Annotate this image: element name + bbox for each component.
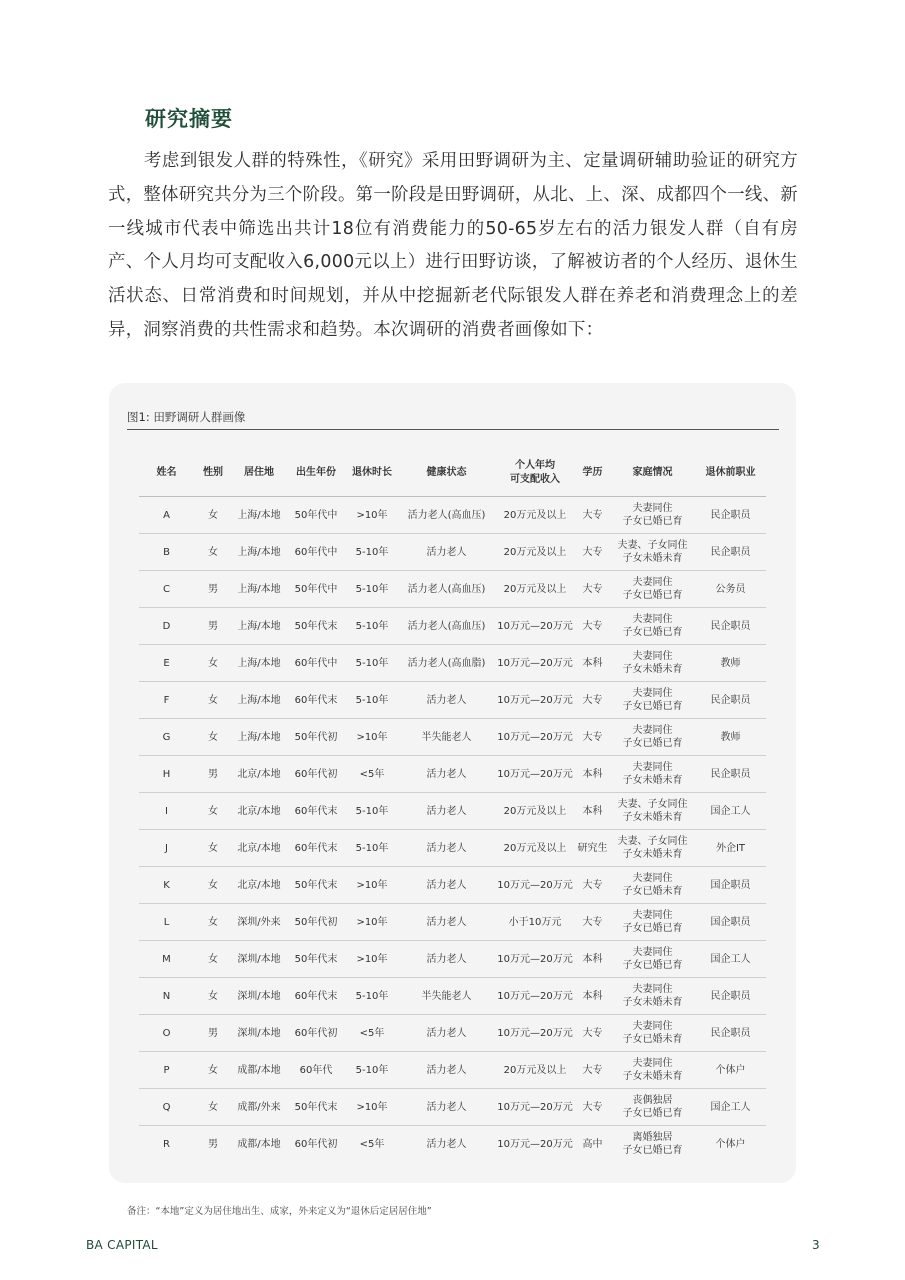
table-row <box>139 1052 766 1089</box>
table-cell: 活力老人(高血压) <box>398 497 495 534</box>
figure-divider <box>127 429 779 430</box>
table-cell: 50年代初 <box>286 904 346 941</box>
table-row <box>139 793 766 830</box>
table-cell: B <box>139 534 194 571</box>
table-cell: 男 <box>208 1138 218 1150</box>
table-cell: G <box>139 719 194 756</box>
table-cell: 北京/本地 <box>232 867 286 904</box>
table-cell: 10万元—20万元 <box>495 941 575 978</box>
table-cell: 活力老人 <box>398 1089 495 1126</box>
table-cell: 夫妻同住 子女已婚已育 <box>610 682 695 719</box>
table-cell: 夫妻同住 子女未婚未育 <box>610 645 695 682</box>
table-row <box>139 1089 766 1126</box>
table-cell: 本科 <box>575 756 610 793</box>
table-cell: 民企职员 <box>695 682 766 719</box>
table-cell: 本科 <box>575 978 610 1015</box>
table-cell: 半失能老人 <box>398 978 495 1015</box>
table-cell: 外企IT <box>695 830 766 867</box>
table-cell: 60年代 <box>286 1052 346 1089</box>
table-cell: 夫妻同住 子女已婚已育 <box>610 571 695 608</box>
table-cell: 60年代末 <box>286 682 346 719</box>
table-cell: 大专 <box>575 571 610 608</box>
table-cell: 10万元—20万元 <box>495 645 575 682</box>
table-cell: 国企工人 <box>695 793 766 830</box>
table-row <box>139 904 766 941</box>
column-header: 性别 <box>194 450 232 497</box>
table-cell: H <box>139 756 194 793</box>
table-cell: 10万元—20万元 <box>495 1015 575 1052</box>
table-cell: 教师 <box>695 719 766 756</box>
table-cell: 上海/本地 <box>232 608 286 645</box>
table-cell: 5-10年 <box>346 830 398 867</box>
table-cell: 民企职员 <box>695 497 766 534</box>
table-cell: 女 <box>194 941 232 978</box>
table-cell: N <box>139 978 194 1015</box>
table-cell: R <box>163 1138 170 1150</box>
table-cell: 活力老人 <box>398 756 495 793</box>
table-cell: 20万元及以上 <box>495 1052 575 1089</box>
table-cell: 10万元—20万元 <box>495 682 575 719</box>
table-cell: 10万元—20万元 <box>495 867 575 904</box>
table-cell: 上海/本地 <box>232 534 286 571</box>
table-cell: 女 <box>194 682 232 719</box>
table-cell: 上海/本地 <box>232 497 286 534</box>
table-cell: 大专 <box>575 904 610 941</box>
table-row <box>139 978 766 1015</box>
table-cell: 离婚独居 子女已婚已育 <box>622 1132 683 1156</box>
table-cell: E <box>139 645 194 682</box>
table-cell: 10万元—20万元 <box>495 719 575 756</box>
table-cell: D <box>139 608 194 645</box>
table-cell: Q <box>139 1089 194 1126</box>
table-cell: 成都/本地 <box>237 1138 281 1150</box>
table-cell: 丧偶独居 子女已婚已育 <box>610 1089 695 1126</box>
footnote: 备注：“本地”定义为居住地出生、成家，外来定义为“退休后定居居住地” <box>127 1206 432 1217</box>
table-cell: 半失能老人 <box>398 719 495 756</box>
table-cell: 夫妻同住 子女已婚已育 <box>610 904 695 941</box>
figure-caption: 图1: 田野调研人群画像 <box>127 410 246 424</box>
column-header: 出生年份 <box>286 450 346 497</box>
table-cell: A <box>139 497 194 534</box>
table-cell: 夫妻同住 子女未婚未育 <box>610 978 695 1015</box>
table-cell: 夫妻、子女同住 子女未婚未育 <box>610 534 695 571</box>
table-cell: 大专 <box>575 497 610 534</box>
table-cell: 活力老人(高血压) <box>398 571 495 608</box>
table-cell: 北京/本地 <box>232 793 286 830</box>
table-cell: 5-10年 <box>346 1052 398 1089</box>
table-cell: 男 <box>194 756 232 793</box>
table-cell: 女 <box>194 719 232 756</box>
table-row <box>139 497 766 534</box>
table-cell: 大专 <box>575 719 610 756</box>
table-cell: 活力老人 <box>398 793 495 830</box>
table-cell: 60年代末 <box>286 793 346 830</box>
table-row <box>139 645 766 682</box>
table-cell: I <box>139 793 194 830</box>
table-cell: 上海/本地 <box>232 571 286 608</box>
body-paragraph: 考虑到银发人群的特殊性，《研究》采用田野调研为主、定量调研辅助验证的研究方式，整体研究共分为三个阶段。第一阶段是田野调研，从北、上、深、成都四个一线、新一线城市代表中筛选出共计18位有消费能力的50-65岁左右的活力银发人群（自有房产、个人月均可支配收入6,000元以上）进行田野访谈，了解被访者的个人经历、退休生活状态、日常消费和时间规划，并从中挖掘新老代际银发人群在养老和消费理念上的差异，洞察消费的共性需求和趋势。本次调研的消费者画像如下： <box>108 151 798 340</box>
table-cell: 50年代末 <box>286 941 346 978</box>
table-cell: >10年 <box>346 1089 398 1126</box>
table-cell: 活力老人 <box>398 1052 495 1089</box>
table-body <box>139 497 766 1163</box>
respondent-table <box>139 450 766 1162</box>
column-header: 健康状态 <box>398 450 495 497</box>
table-cell: <5年 <box>359 1138 385 1150</box>
table-cell: 夫妻同住 子女已婚已育 <box>610 608 695 645</box>
table-cell: F <box>139 682 194 719</box>
table-cell: 国企职员 <box>695 904 766 941</box>
table-cell: <5年 <box>346 1015 398 1052</box>
section-title: 研究摘要 <box>145 107 233 131</box>
table-cell: 上海/本地 <box>232 682 286 719</box>
table-cell: 高中 <box>582 1138 603 1150</box>
table-cell: 深圳/本地 <box>232 1015 286 1052</box>
table-cell: 大专 <box>575 1015 610 1052</box>
table-cell: K <box>139 867 194 904</box>
table-cell: 大专 <box>575 1052 610 1089</box>
column-header: 退休前职业 <box>695 450 766 497</box>
table-cell: 活力老人 <box>398 534 495 571</box>
footer-brand: BA CAPITAL <box>86 1238 158 1252</box>
table-cell: 男 <box>194 571 232 608</box>
table-cell: >10年 <box>346 867 398 904</box>
table-cell: 成都/本地 <box>232 1052 286 1089</box>
table-cell: 60年代末 <box>286 830 346 867</box>
page-number: 3 <box>812 1238 820 1252</box>
table-cell: 夫妻同住 子女未婚未育 <box>610 756 695 793</box>
table-cell: 50年代末 <box>286 1089 346 1126</box>
table-row <box>139 1126 766 1163</box>
table-cell: 5-10年 <box>346 682 398 719</box>
table-cell: 50年代初 <box>286 719 346 756</box>
column-header: 学历 <box>575 450 610 497</box>
table-cell: 民企职员 <box>695 608 766 645</box>
table-cell: O <box>139 1015 194 1052</box>
table-cell: M <box>139 941 194 978</box>
column-header: 个人年均 可支配收入 <box>495 450 575 497</box>
table-row <box>139 682 766 719</box>
table-cell: >10年 <box>346 497 398 534</box>
table-row <box>139 571 766 608</box>
table-cell: 个体户 <box>695 1052 766 1089</box>
table-cell: 国企工人 <box>695 941 766 978</box>
table-cell: 公务员 <box>695 571 766 608</box>
table-cell: 活力老人 <box>398 830 495 867</box>
table-cell: 北京/本地 <box>232 756 286 793</box>
column-header: 居住地 <box>232 450 286 497</box>
table-cell: 国企工人 <box>695 1089 766 1126</box>
table-cell: 5-10年 <box>346 571 398 608</box>
table-cell: 5-10年 <box>346 534 398 571</box>
table-cell: 男 <box>194 1015 232 1052</box>
column-header: 姓名 <box>139 450 194 497</box>
table-header-row <box>139 450 766 497</box>
table-cell: 本科 <box>575 941 610 978</box>
table-cell: 研究生 <box>575 830 610 867</box>
table-cell: 国企职员 <box>695 867 766 904</box>
table-cell: 5-10年 <box>346 608 398 645</box>
table-cell: >10年 <box>346 904 398 941</box>
table-cell: 60年代初 <box>286 1015 346 1052</box>
table-cell: 女 <box>194 645 232 682</box>
table-cell: 上海/本地 <box>232 719 286 756</box>
table-cell: 北京/本地 <box>232 830 286 867</box>
table-cell: 民企职员 <box>695 756 766 793</box>
table-cell: 女 <box>194 904 232 941</box>
table-cell: J <box>139 830 194 867</box>
table-cell: 民企职员 <box>695 534 766 571</box>
table-cell: 夫妻同住 子女已婚已育 <box>610 497 695 534</box>
table-cell: 女 <box>194 1052 232 1089</box>
table-cell: 夫妻同住 子女未婚未育 <box>610 1052 695 1089</box>
table-cell: 上海/本地 <box>232 645 286 682</box>
table-cell: >10年 <box>346 941 398 978</box>
table-cell: 20万元及以上 <box>495 793 575 830</box>
table-cell: 大专 <box>575 867 610 904</box>
column-header: 退休时长 <box>346 450 398 497</box>
table-row <box>139 1015 766 1052</box>
table-cell: 夫妻同住 子女已婚未育 <box>610 1015 695 1052</box>
table-cell: 50年代末 <box>286 608 346 645</box>
table-cell: 20万元及以上 <box>495 497 575 534</box>
table-cell: 20万元及以上 <box>495 571 575 608</box>
table-cell: 夫妻、子女同住 子女未婚未育 <box>610 830 695 867</box>
table-row <box>139 719 766 756</box>
table-cell: 夫妻同住 子女已婚已育 <box>610 719 695 756</box>
table-cell: C <box>139 571 194 608</box>
table-cell: 5-10年 <box>346 978 398 1015</box>
table-cell: 20万元及以上 <box>495 830 575 867</box>
table-cell: 50年代中 <box>286 571 346 608</box>
table-cell: 活力老人 <box>398 1015 495 1052</box>
table-cell: 60年代中 <box>286 645 346 682</box>
table-row <box>139 608 766 645</box>
table-cell: 活力老人(高血压) <box>398 608 495 645</box>
table-cell: 5-10年 <box>346 645 398 682</box>
table-cell: 大专 <box>575 608 610 645</box>
table-cell: 女 <box>194 793 232 830</box>
table-row <box>139 867 766 904</box>
table-cell: 活力老人 <box>398 904 495 941</box>
table-cell: 女 <box>194 534 232 571</box>
table-cell: 夫妻同住 子女已婚已育 <box>610 941 695 978</box>
table-cell: 女 <box>194 1089 232 1126</box>
table-cell: 5-10年 <box>346 793 398 830</box>
table-cell: 大专 <box>575 682 610 719</box>
table-cell: 大专 <box>575 534 610 571</box>
table-cell: 10万元—20万元 <box>497 1138 573 1150</box>
table-cell: 成都/外来 <box>232 1089 286 1126</box>
table-cell: 60年代中 <box>286 534 346 571</box>
table-row <box>139 756 766 793</box>
table-cell: 本科 <box>575 793 610 830</box>
table-cell: 女 <box>194 497 232 534</box>
table-cell: 10万元—20万元 <box>495 978 575 1015</box>
table-cell: 活力老人 <box>426 1138 467 1150</box>
table-cell: <5年 <box>346 756 398 793</box>
table-cell: 夫妻、子女同住 子女未婚未育 <box>610 793 695 830</box>
table-cell: 男 <box>194 608 232 645</box>
table-cell: 10万元—20万元 <box>495 1089 575 1126</box>
table-cell: 活力老人 <box>398 682 495 719</box>
table-row <box>139 941 766 978</box>
table-cell: 活力老人 <box>398 941 495 978</box>
table-row <box>139 830 766 867</box>
table-cell: 本科 <box>575 645 610 682</box>
table-cell: 深圳/本地 <box>232 941 286 978</box>
table-cell: 50年代中 <box>286 497 346 534</box>
table-cell: L <box>139 904 194 941</box>
table-cell: 女 <box>194 978 232 1015</box>
table-cell: 10万元—20万元 <box>495 608 575 645</box>
table-cell: 60年代初 <box>294 1138 338 1150</box>
table-cell: 深圳/本地 <box>232 978 286 1015</box>
table-row <box>139 534 766 571</box>
table-cell: 活力老人 <box>398 867 495 904</box>
table-cell: P <box>139 1052 194 1089</box>
table-cell: 60年代初 <box>286 756 346 793</box>
table-cell: 活力老人(高血脂) <box>398 645 495 682</box>
table-cell: 10万元—20万元 <box>495 756 575 793</box>
table-cell: 教师 <box>695 645 766 682</box>
column-header: 家庭情况 <box>610 450 695 497</box>
table-cell: 民企职员 <box>695 1015 766 1052</box>
table-cell: 50年代末 <box>286 867 346 904</box>
table-cell: 60年代末 <box>286 978 346 1015</box>
table-cell: 女 <box>194 830 232 867</box>
table-cell: 大专 <box>575 1089 610 1126</box>
table-cell: 女 <box>194 867 232 904</box>
table-cell: 个体户 <box>715 1138 746 1150</box>
table-cell: 民企职员 <box>695 978 766 1015</box>
table-cell: 20万元及以上 <box>495 534 575 571</box>
table-cell: 夫妻同住 子女已婚未育 <box>610 867 695 904</box>
table-cell: 深圳/外来 <box>232 904 286 941</box>
table-cell: 小于10万元 <box>495 904 575 941</box>
table-cell: >10年 <box>346 719 398 756</box>
